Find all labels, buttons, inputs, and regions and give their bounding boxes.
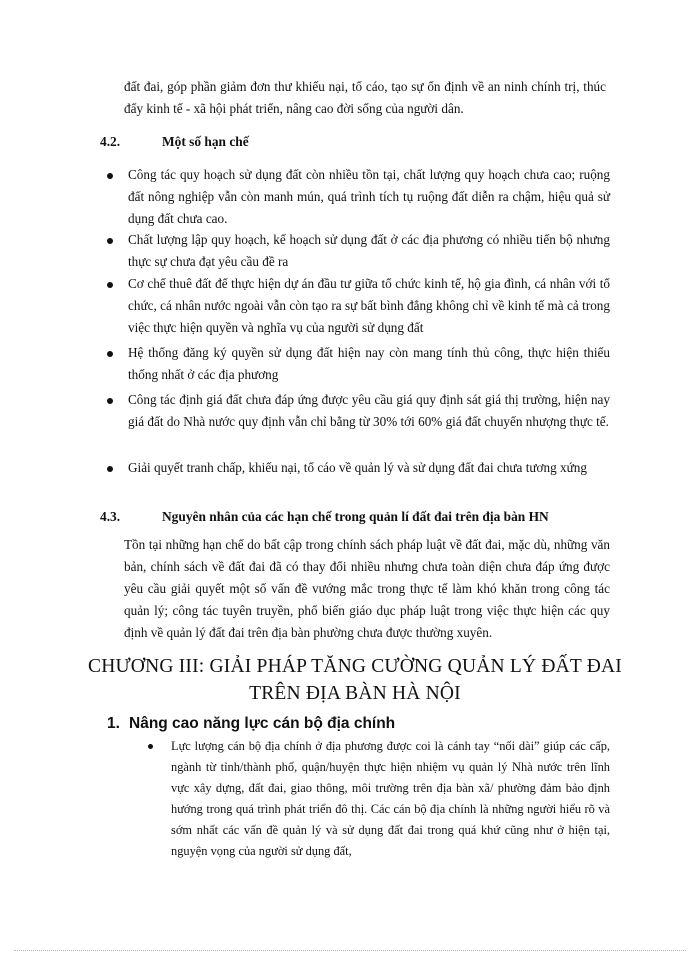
list-item-text: Chất lượng lập quy hoạch, kế hoạch sử dụng đất ở các địa phương có nhiều tiến bộ nhưng thực sự chưa đạt yêu cầu đề ra: [128, 232, 610, 269]
list-item-text: Công tác định giá đất chưa đáp ứng được yêu cầu giá quy định sát giá thị trường, hiện nay giá đất do Nhà nước quy định vẫn chỉ bằng từ 30% tới 60% giá đất chuyển nhượng thực tế.: [128, 392, 610, 429]
bullet-icon: [148, 744, 153, 749]
list-item-text: Cơ chế thuê đất để thực hiện dự án đầu tư giữa tổ chức kinh tế, hộ gia đình, cá nhân với tổ chức, cá nhân nước ngoài vẫn còn tạo ra sự bất bình đẳng không chỉ về kinh tế mà cả trong việc thực hiện quyền và nghĩa vụ của người sử dụng đất: [128, 276, 610, 335]
chapter-title: [60, 653, 650, 707]
section-title: Nguyên nhân của các hạn chế trong quản lí đất đai trên địa bàn HN: [162, 509, 549, 524]
section-title: Một số hạn chế: [162, 134, 249, 149]
section-number: 4.3.: [100, 509, 121, 524]
list-item-text: Giải quyết tranh chấp, khiếu nại, tố cáo về quản lý và sử dụng đất đai chưa tương xứng: [128, 460, 587, 475]
list-item-text: Hệ thống đăng ký quyền sử dụng đất hiện nay còn mang tính thủ công, thực hiện thiếu thống nhất ở các địa phương: [128, 345, 610, 382]
bullet-icon: [107, 173, 113, 179]
bullet-icon: [107, 466, 113, 472]
bullet-icon: [107, 351, 113, 357]
page-bottom-rule: [14, 950, 686, 951]
heading-number: 1.: [107, 715, 120, 732]
bullet-icon: [107, 398, 113, 404]
intro-paragraph: đất đai, góp phần giảm đơn thư khiếu nại, tố cáo, tạo sự ổn định về an ninh chính trị, thúc đẩy kinh tế - xã hội phát triển, nâng cao đời sống của người dân.: [124, 79, 606, 116]
section-heading-4-3: [100, 506, 600, 528]
heading-1: [107, 713, 395, 735]
causes-paragraph: Tồn tại những hạn chế do bất cập trong chính sách pháp luật về đất đai, mặc dù, những văn bản, chính sách về đất đai đã có thay đổi nhiều nhưng chưa toàn diện chưa đáp ứng được yêu cầu giải quyết một số vấn đề vướng mắc trong thực tế làm khó khăn trong công tác quản lý; công tác tuyên truyền, phổ biến giáo dục pháp luật trong việc thực hiện các quy định về quản lý đất đai trên địa bàn phường chưa được thường xuyên.: [124, 537, 610, 640]
list-item-text: Lực lượng cán bộ địa chính ở địa phương được coi là cánh tay “nối dài” giúp các cấp, ngành từ tỉnh/thành phố, quận/huyện thực hiện nhiệm vụ quản lý Nhà nước trên lĩnh vực xây dựng, đất đai, giao thông, môi trường trên địa bàn xã/ phường đảm bảo định hướng trong quá trình phát triển đô thị. Các cán bộ địa chính là những người hiểu rõ và sớm nhất các vấn đề quản lý và sử dụng đất đai trong quá khứ cũng như ở hiện tại, nguyện vọng của người sử dụng đất,: [171, 739, 610, 858]
heading-title: Nâng cao năng lực cán bộ địa chính: [129, 715, 396, 732]
list-item-text: Công tác quy hoạch sử dụng đất còn nhiều tồn tại, chất lượng quy hoạch chưa cao; ruộng đất nông nghiệp vẫn còn manh mún, quá trình tích tụ ruộng đất diễn ra chậm, hiệu quả sử dụng đất chưa cao.: [128, 167, 610, 226]
chapter-title-line-2: TRÊN ĐỊA BÀN HÀ NỘI: [249, 683, 461, 704]
bullet-icon: [107, 238, 113, 244]
bullet-icon: [107, 282, 113, 288]
section-number: 4.2.: [100, 134, 121, 149]
chapter-title-line-1: CHƯƠNG III: GIẢI PHÁP TĂNG CƯỜNG QUẢN LÝ ĐẤT ĐAI: [87, 656, 622, 677]
section-heading-4-2: [100, 131, 600, 153]
